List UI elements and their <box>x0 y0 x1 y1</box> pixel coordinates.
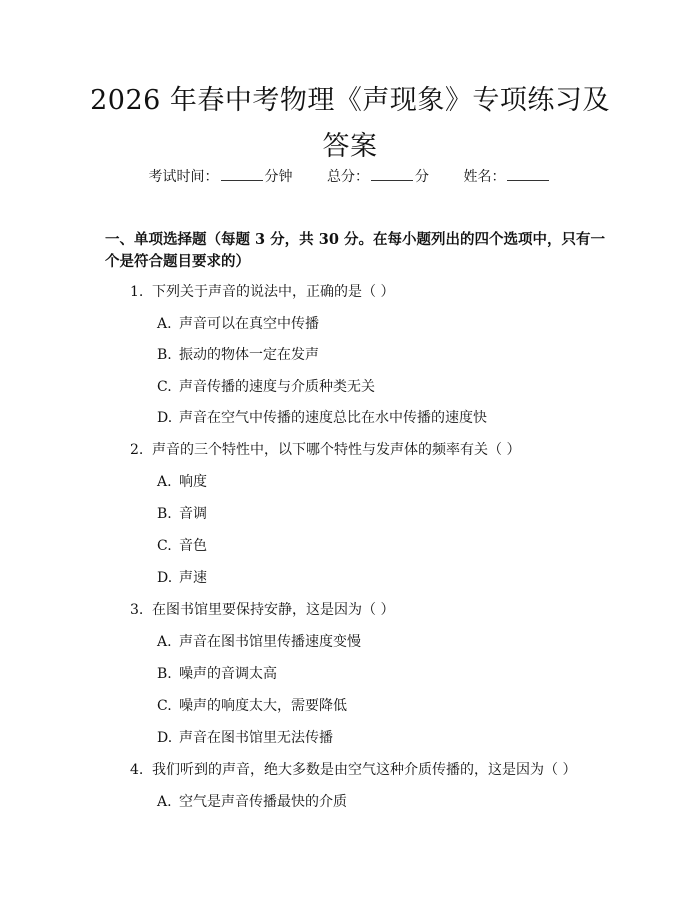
option-letter: A. <box>157 316 172 332</box>
question-3-option-a <box>157 632 361 652</box>
name-field <box>463 166 551 187</box>
option-letter: B. <box>157 506 172 522</box>
question-2-option-b <box>157 504 207 524</box>
option-letter: A. <box>157 794 172 810</box>
total-score-unit: 分 <box>415 169 429 185</box>
option-text: 空气是声音传播最快的介质 <box>179 794 347 810</box>
option-text: 声音在图书馆里传播速度变慢 <box>179 634 361 650</box>
question-1-option-b <box>157 345 319 365</box>
question-1-option-c <box>157 377 375 397</box>
exam-time-field <box>149 166 293 187</box>
option-text: 声音可以在真空中传播 <box>179 316 319 332</box>
question-text: 在图书馆里要保持安静，这是因为（ ） <box>152 602 395 618</box>
option-letter: D. <box>157 410 173 426</box>
question-number: 3. <box>130 602 144 618</box>
option-text: 声速 <box>179 570 207 586</box>
question-text: 下列关于声音的说法中，正确的是（ ） <box>152 284 395 300</box>
question-3-option-c <box>157 696 347 716</box>
question-2-option-d <box>157 568 207 588</box>
option-text: 声音传播的速度与介质种类无关 <box>179 379 375 395</box>
option-letter: A. <box>157 474 172 490</box>
question-text: 声音的三个特性中，以下哪个特性与发声体的频率有关（ ） <box>152 442 521 458</box>
option-text: 音调 <box>179 506 207 522</box>
option-letter: D. <box>157 570 173 586</box>
question-2 <box>130 440 520 460</box>
total-score-field <box>327 166 429 187</box>
option-text: 振动的物体一定在发声 <box>179 347 319 363</box>
question-1-option-d <box>157 408 487 428</box>
question-1 <box>130 282 394 302</box>
question-3-option-d <box>157 728 333 748</box>
question-2-option-a <box>157 472 207 492</box>
option-letter: B. <box>157 347 172 363</box>
exam-info-row <box>0 166 700 187</box>
question-1-option-a <box>157 314 319 334</box>
question-number: 1. <box>130 284 144 300</box>
option-text: 噪声的音调太高 <box>179 666 277 682</box>
question-3 <box>130 600 394 620</box>
question-2-option-c <box>157 536 207 556</box>
option-text: 响度 <box>179 474 207 490</box>
question-text: 我们听到的声音，绝大多数是由空气这种介质传播的，这是因为（ ） <box>152 762 577 778</box>
exam-time-blank <box>221 166 263 181</box>
name-label: 姓名： <box>463 169 506 185</box>
question-number: 4. <box>130 762 144 778</box>
option-text: 音色 <box>179 538 207 554</box>
document-title: 2026 年春中考物理《声现象》专项练习及答案 <box>90 85 610 162</box>
exam-time-label: 考试时间： <box>148 169 219 185</box>
question-3-option-b <box>157 664 277 684</box>
option-text: 声音在图书馆里无法传播 <box>179 730 333 746</box>
option-letter: C. <box>157 379 172 395</box>
section-heading: 一、单项选择题（每题 3 分，共 30 分。在每小题列出的四个选项中，只有一个是符合题目要求的） <box>105 231 605 270</box>
option-letter: B. <box>157 666 172 682</box>
option-letter: D. <box>157 730 173 746</box>
name-blank <box>507 166 549 181</box>
option-letter: C. <box>157 698 172 714</box>
question-number: 2. <box>130 442 144 458</box>
total-score-label: 总分： <box>327 169 369 185</box>
exam-time-unit: 分钟 <box>264 169 293 185</box>
question-4 <box>130 760 576 780</box>
option-text: 声音在空气中传播的速度总比在水中传播的速度快 <box>179 410 487 426</box>
option-letter: C. <box>157 538 172 554</box>
total-score-blank <box>371 166 413 181</box>
question-4-option-a <box>157 792 347 812</box>
option-text: 噪声的响度太大，需要降低 <box>179 698 347 714</box>
option-letter: A. <box>157 634 172 650</box>
